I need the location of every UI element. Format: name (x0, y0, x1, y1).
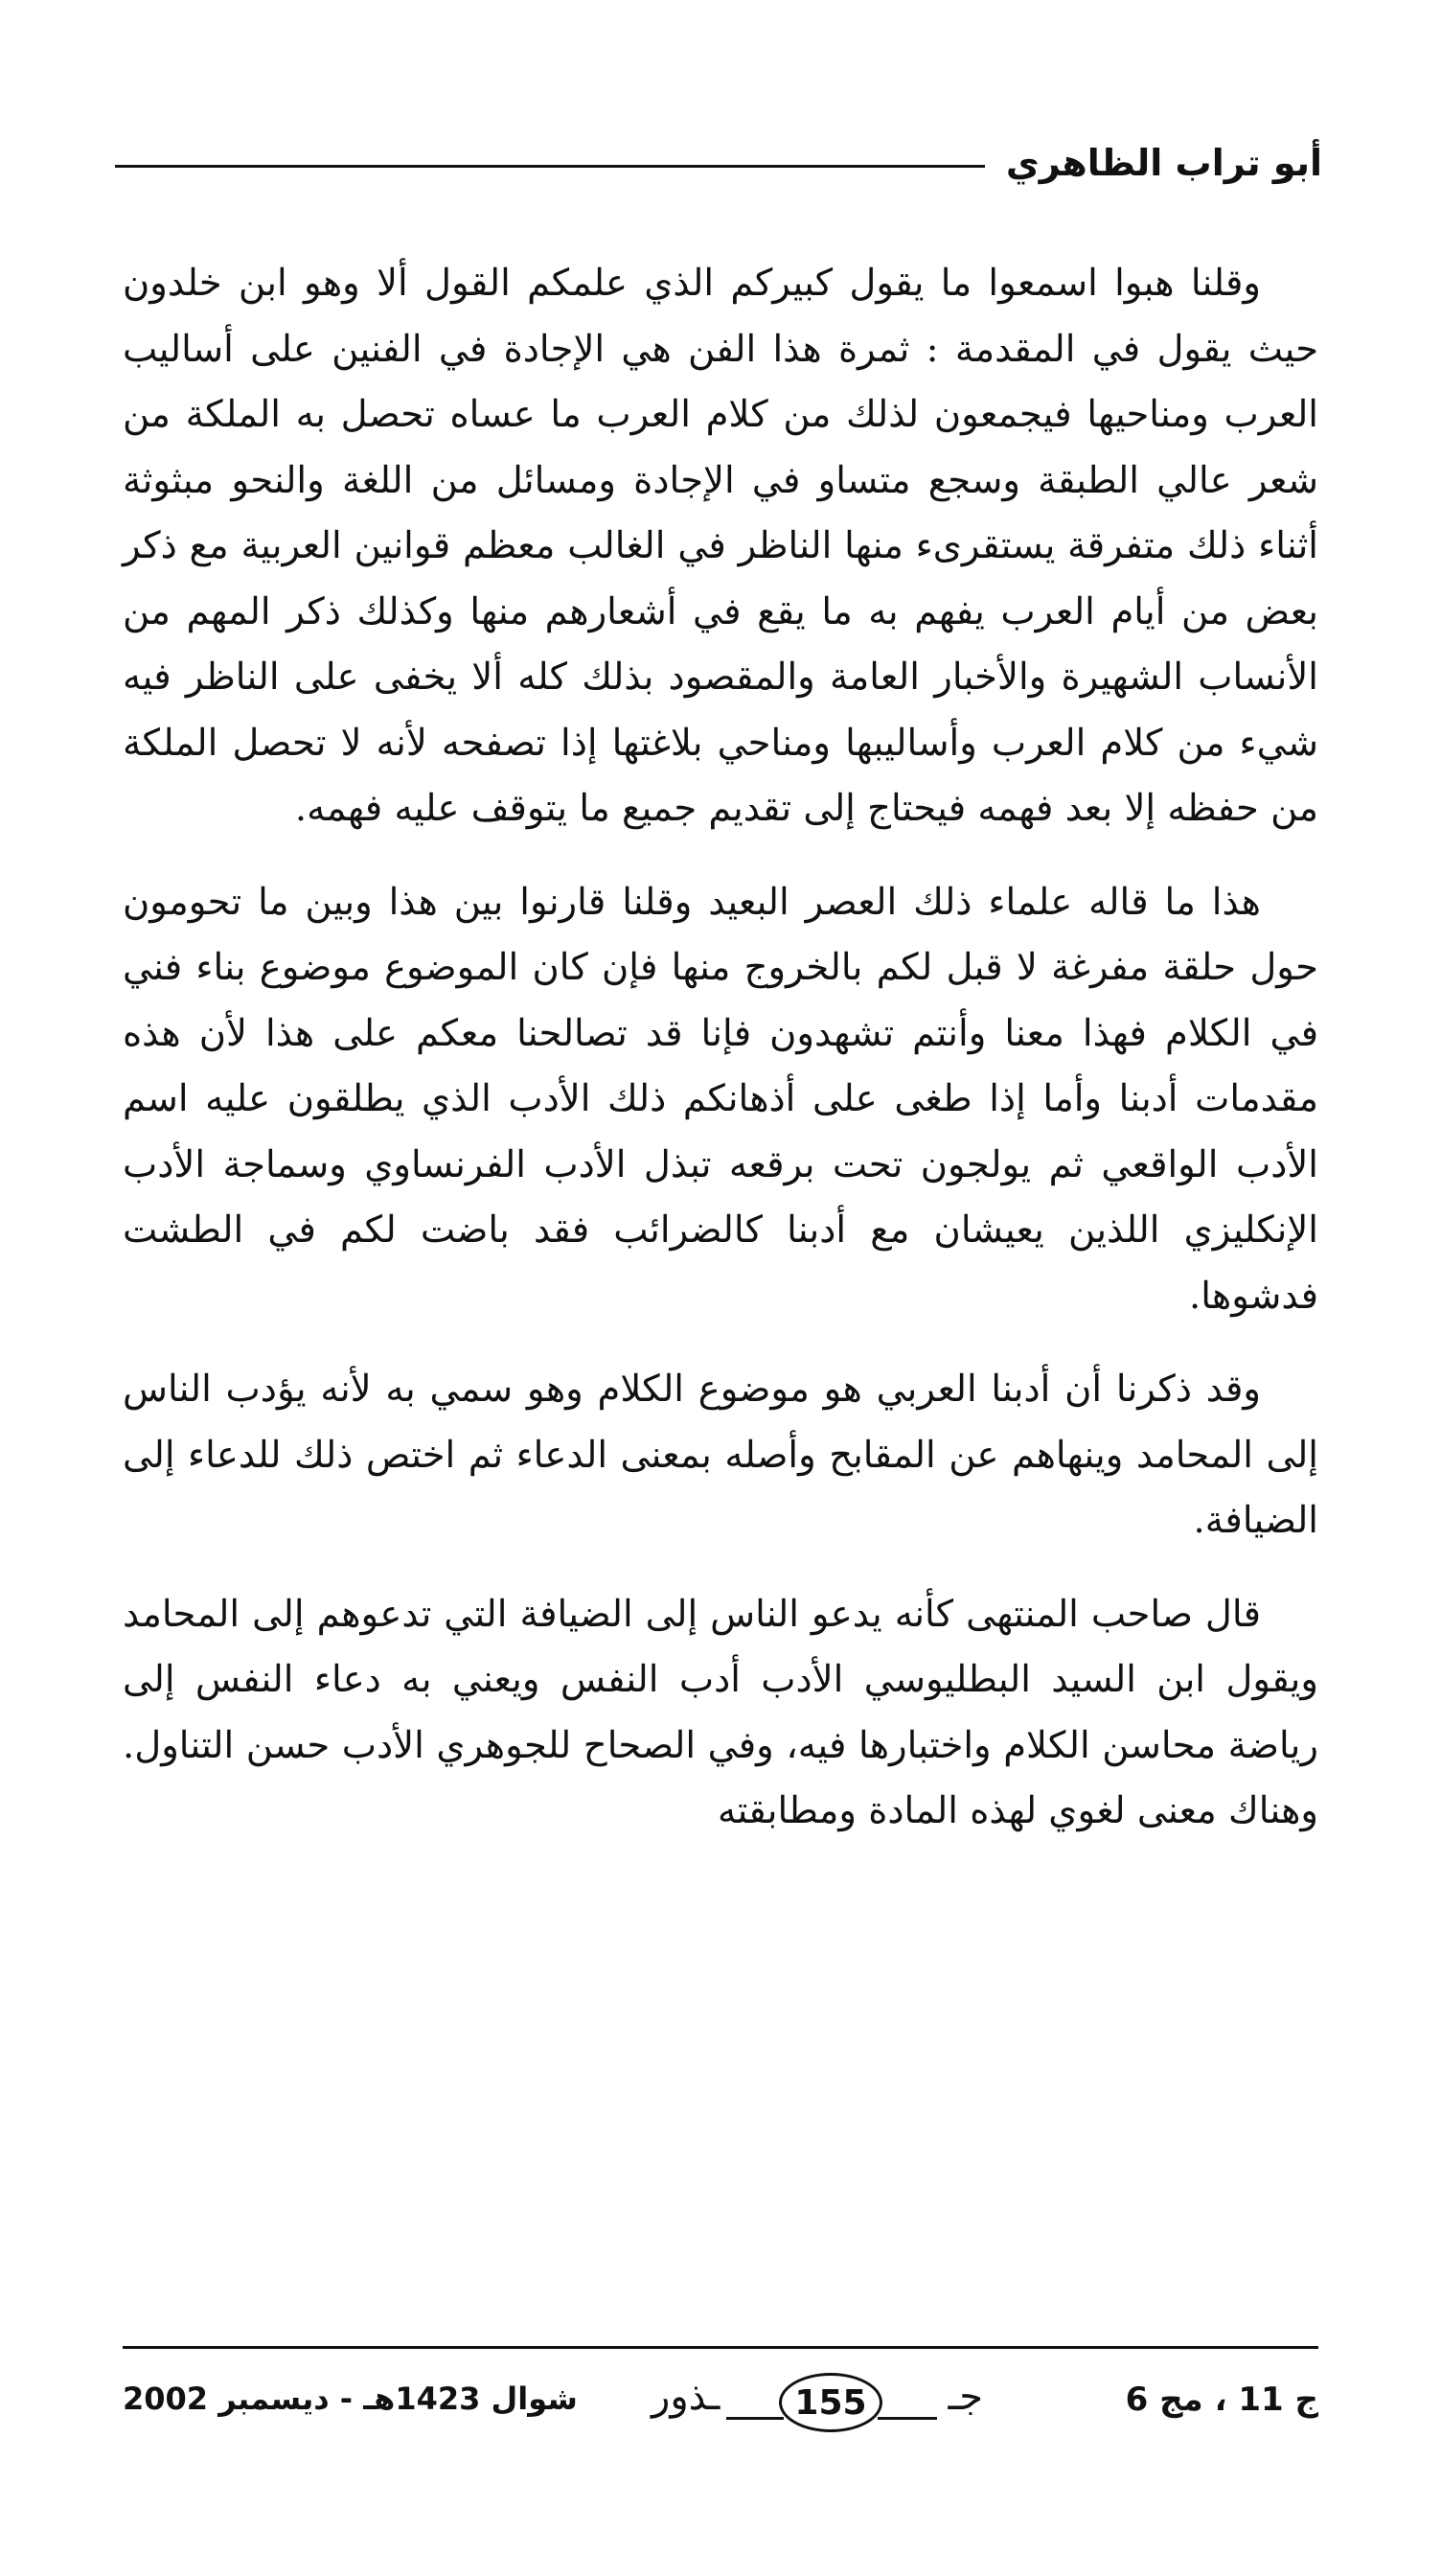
page-number (779, 2373, 882, 2432)
issue-date: شوال 1423هـ - ديسمبر 2002 (123, 2380, 578, 2417)
body-text (123, 251, 1318, 1873)
footer-rule (123, 2346, 1318, 2349)
journal-tatweel-left (726, 2417, 784, 2420)
issue-number: ج 11 ، مج 6 (1125, 2380, 1318, 2419)
page-header (115, 125, 1322, 201)
paragraph-1: وقلنا هبوا اسمعوا ما يقول كبيركم الذي علمكم القول ألا وهو ابن خلدون حيث يقول في المقدمة : ثمرة هذا الفن هي الإجادة في الفنين على أساليب العرب ومناحيها فيجمعون لذلك من كلام العرب ما عساه تحصل به الملكة من شعر عالي الطبقة وسجع متساو في الإجادة ومسائل من اللغة والنحو مبثوثة أثناء ذلك متفرقة يستقرىء منها الناظر في الغالب معظم قوانين العربية مع ذكر بعض من أيام العرب يفهم به ما يقع في أشعارهم منها وكذلك ذكر المهم من الأنساب الشهيرة والأخبار العامة والمقصود بذلك كله ألا يخفى على الناظر فيه شيء من كلام العرب وأساليبها ومناحي بلاغتها إذا تصفحه لأنه لا تحصل الملكة من حفظه إلا بعد فهمه فيحتاج إلى تقديم جميع ما يتوقف عليه فهمه. (123, 262, 1318, 830)
page-number-text: 155 (794, 2382, 867, 2423)
running-title: أبو تراب الظاهري (1005, 142, 1322, 184)
journal-word-right: جـ (948, 2375, 983, 2419)
journal-logo-mark (630, 2367, 995, 2444)
page-footer (123, 2367, 1318, 2444)
paragraph-4: قال صاحب المنتهى كأنه يدعو الناس إلى الضيافة التي تدعوهم إلى المحامد ويقول ابن السيد البطليوسي الأدب أدب النفس ويعني به دعاء النفس إلى رياضة محاسن الكلام واختبارها فيه، وفي الصحاح للجوهري الأدب حسن التناول. وهناك معنى لغوي لهذه المادة ومطابقته (123, 1592, 1318, 1832)
paragraph-3: وقد ذكرنا أن أدبنا العربي هو موضوع الكلام وهو سمي به لأنه يؤدب الناس إلى المحامد وينهاهم عن المقابح وأصله بمعنى الدعاء ثم اختص ذلك للدعاء إلى الضيافة. (123, 1368, 1318, 1542)
header-rule (115, 165, 985, 168)
journal-tatweel-right (878, 2417, 937, 2420)
journal-word-left: ـذور (652, 2375, 720, 2419)
paragraph-2: هذا ما قاله علماء ذلك العصر البعيد وقلنا قارنوا بين هذا وبين ما تحومون حول حلقة مفرغة لا قبل لكم بالخروج منها فإن كان الموضوع موضوع بناء فني في الكلام فهذا معنا وأنتم تشهدون فإنا قد تصالحنا معكم على هذا لأن هذه مقدمات أدبنا وأما إذا طغى على أذهانكم ذلك الأدب الذي يطلقون عليه اسم الأدب الواقعي ثم يولجون تحت برقعه تبذل الأدب الفرنساوي وسماجة الأدب الإنكليزي اللذين يعيشان مع أدبنا كالضرائب فقد باضت لكم في الطشت فدشوها. (123, 880, 1318, 1318)
